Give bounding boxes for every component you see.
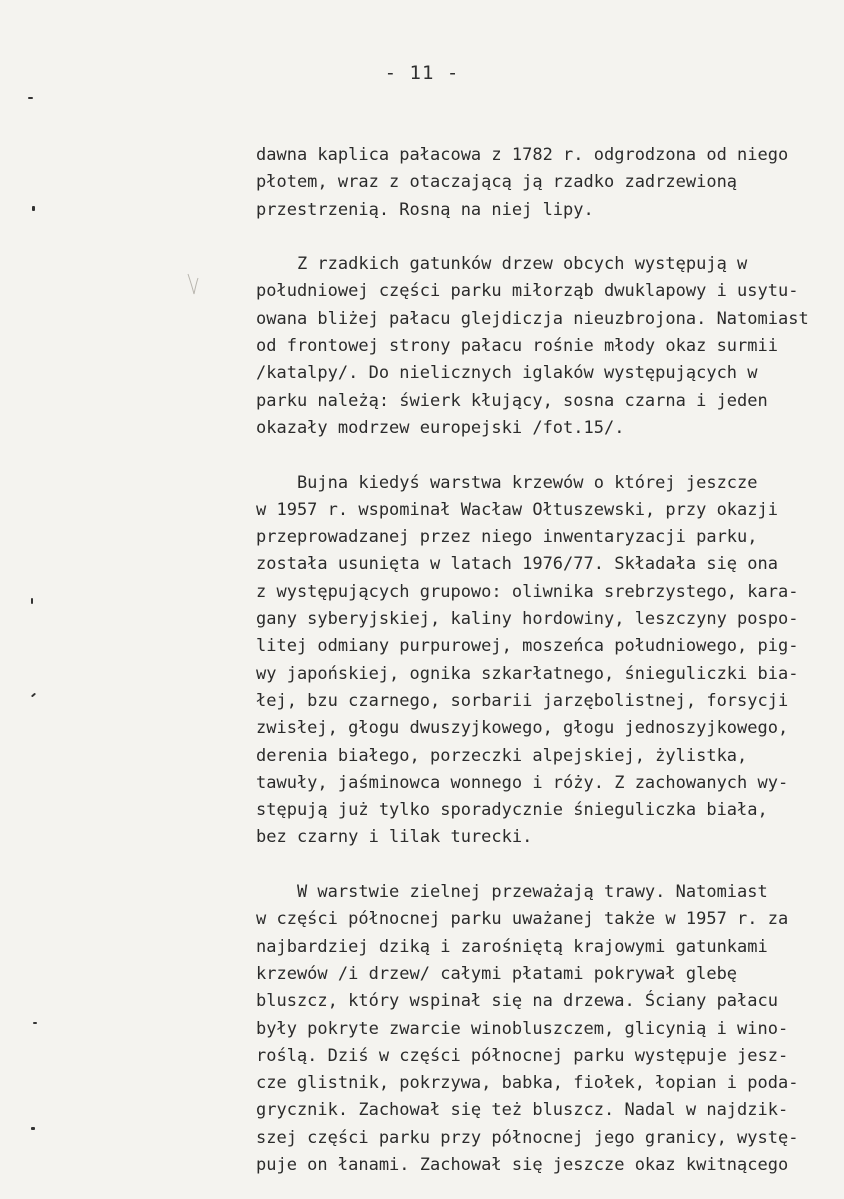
text-line: od frontowej strony pałacu rośnie młody okaz surmii [256, 336, 778, 357]
text-line: w części północnej parku uważanej także w 1957 r. za [256, 909, 789, 930]
text-line: okazały modrzew europejski /fot.15/. [256, 417, 625, 438]
text-line: szej części parku przy północnej jego granicy, wystę- [256, 1127, 799, 1148]
margin-mark [31, 693, 36, 698]
text-line: wy japońskiej, ognika szkarłatnego, śnieguliczki bia- [256, 663, 799, 684]
text-line: przeprowadzanej przez niego inwentaryzacji parku, [256, 527, 758, 548]
text-line: litej odmiany purpurowej, moszeńca południowego, pig- [256, 636, 799, 657]
pencil-check-mark [186, 272, 200, 296]
text-line: z występujących grupowo: oliwnika srebrzystego, kara- [256, 581, 799, 602]
text-line: Bujna kiedyś warstwa krzewów o której jeszcze [256, 472, 758, 493]
text-line: w 1957 r. wspominał Wacław Ołtuszewski, przy okazji [256, 499, 778, 520]
margin-mark [32, 206, 35, 211]
text-line: najbardziej dziką i zarośniętą krajowymi gatunkami [256, 936, 768, 957]
text-line: tawuły, jaśminowca wonnego i róży. Z zachowanych wy- [256, 772, 789, 793]
text-line: stępują już tylko sporadycznie śnieguliczka biała, [256, 800, 768, 821]
paragraph [256, 142, 816, 224]
document-body [256, 142, 816, 1179]
text-line: południowej części parku miłorząb dwuklapowy i usytu- [256, 281, 799, 302]
margin-mark [28, 97, 33, 99]
text-line: były pokryte zwarcie winobluszczem, glicynią i wino- [256, 1018, 789, 1039]
text-line: roślą. Dziś w części północnej parku występuje jesz- [256, 1045, 789, 1066]
page-number: - 11 - [384, 62, 460, 84]
text-line: płotem, wraz z otaczającą ją rzadko zadrzewioną [256, 172, 738, 193]
text-line: parku należą: świerk kłujący, sosna czarna i jeden [256, 390, 768, 411]
text-line: puje on łanami. Zachował się jeszcze okaz kwitnącego [256, 1154, 789, 1175]
text-line: cze glistnik, pokrzywa, babka, fiołek, łopian i poda- [256, 1073, 799, 1094]
margin-mark [33, 1022, 37, 1024]
paragraph [256, 879, 816, 1179]
text-line: została usunięta w latach 1976/77. Składała się ona [256, 554, 778, 575]
paragraph [256, 251, 816, 442]
paragraph [256, 470, 816, 852]
text-line: grycznik. Zachował się też bluszcz. Nadal w najdzik- [256, 1100, 789, 1121]
margin-mark [31, 1127, 35, 1130]
text-line: W warstwie zielnej przeważają trawy. Natomiast [256, 882, 768, 903]
text-line: bez czarny i lilak turecki. [256, 827, 533, 848]
margin-mark [31, 598, 33, 604]
text-line: dawna kaplica pałacowa z 1782 r. odgrodzona od niego [256, 145, 789, 165]
text-line: krzewów /i drzew/ całymi płatami pokrywał glebę [256, 963, 738, 984]
text-line: przestrzenią. Rosną na niej lipy. [256, 199, 594, 220]
text-line: owana bliżej pałacu glejdiczja nieuzbrojona. Natomiast [256, 308, 809, 329]
text-line: gany syberyjskiej, kaliny hordowiny, leszczyny pospo- [256, 609, 799, 630]
text-line: derenia białego, porzeczki alpejskiej, żylistka, [256, 745, 748, 766]
text-line: łej, bzu czarnego, sorbarii jarzębolistnej, forsycji [256, 690, 789, 711]
text-line: Z rzadkich gatunków drzew obcych występują w [256, 254, 748, 275]
text-line: zwisłej, głogu dwuszyjkowego, głogu jednoszyjkowego, [256, 718, 789, 739]
text-line: /katalpy/. Do nielicznych iglaków występujących w [256, 363, 758, 384]
text-line: bluszcz, który wspinał się na drzewa. Ściany pałacu [256, 991, 778, 1012]
